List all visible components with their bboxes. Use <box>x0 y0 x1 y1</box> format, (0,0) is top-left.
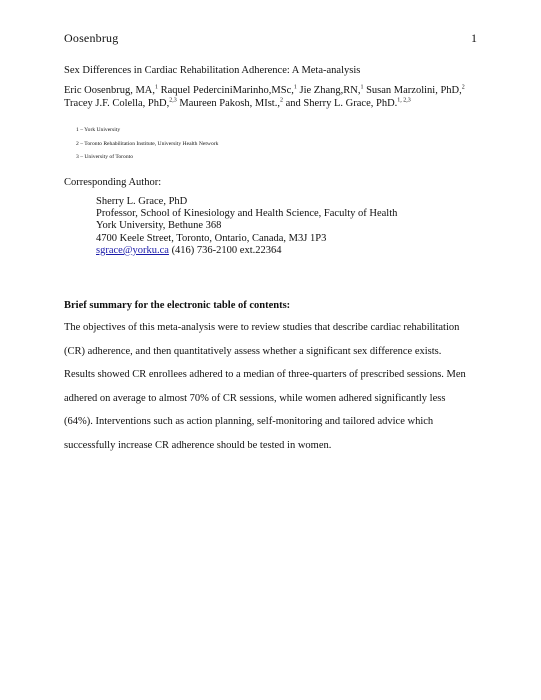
corresponding-author-block <box>96 196 397 257</box>
summary-heading: Brief summary for the electronic table of contents: <box>64 300 291 311</box>
running-head: Oosenbrug <box>64 31 119 45</box>
affiliation-item: 2 – Toronto Rehabilitation Institute, University Health Network <box>76 140 219 147</box>
author-affiliation-mark: 2 <box>279 97 283 104</box>
author-affiliation-mark: 1 <box>360 84 364 91</box>
affiliation-item: 1 – York University <box>76 127 121 133</box>
corresponding-address: 4700 Keele Street, Toronto, Ontario, Canada, M3J 1P3 <box>96 232 327 244</box>
author-affiliation-mark: 2,3 <box>169 97 177 104</box>
author-name: Tracey J.F. Colella, PhD, <box>64 98 170 109</box>
summary-line: Results showed CR enrollees adhered to a median of three-quarters of prescribed sessions. Men <box>64 369 466 381</box>
author-affiliation-mark: 1, 2,3 <box>397 97 411 104</box>
author-name: Eric Oosenbrug, MA, <box>64 85 155 96</box>
corresponding-author-label: Corresponding Author: <box>64 177 162 188</box>
author-list <box>64 84 484 110</box>
corresponding-position: Professor, School of Kinesiology and Health Science, Faculty of Health <box>96 208 398 220</box>
author-affiliation-mark: 1 <box>154 84 158 91</box>
summary-line: adhered on average to almost 70% of CR sessions, while women adhered significantly less <box>64 392 446 404</box>
author-name: Maureen Pakosh, MIst., <box>176 98 280 109</box>
corresponding-building: York University, Bethune 368 <box>96 220 222 232</box>
author-name: Raquel PederciniMarinho,MSc, <box>157 85 294 96</box>
page-number: 1 <box>471 31 477 45</box>
affiliation-item: 3 – University of Toronto <box>76 154 133 160</box>
phone-number: (416) 736-2100 ext.22364 <box>168 244 282 256</box>
author-name: and Sherry L. Grace, PhD. <box>282 98 398 109</box>
email-link[interactable]: sgrace@yorku.ca <box>96 244 169 256</box>
author-name: Jie Zhang,RN, <box>296 85 361 96</box>
summary-line: successfully increase CR adherence should be tested in women. <box>64 439 332 451</box>
summary-paragraph <box>64 320 478 462</box>
summary-line: (64%). Interventions such as action planning, self-monitoring and tailored advice which <box>64 416 434 428</box>
summary-line: (CR) adherence, and then quantitatively assess whether a significant sex difference exists. <box>64 345 442 357</box>
author-affiliation-mark: 1 <box>293 84 297 91</box>
paper-title: Sex Differences in Cardiac Rehabilitation Adherence: A Meta-analysis <box>64 65 361 76</box>
affiliation-list <box>76 124 218 165</box>
author-name: Susan Marzolini, PhD, <box>363 85 462 96</box>
corresponding-name: Sherry L. Grace, PhD <box>96 196 188 207</box>
author-affiliation-mark: 2 <box>461 84 465 91</box>
summary-line: The objectives of this meta-analysis were to review studies that describe cardiac rehabilitation <box>64 322 460 333</box>
corresponding-contact <box>96 245 397 257</box>
